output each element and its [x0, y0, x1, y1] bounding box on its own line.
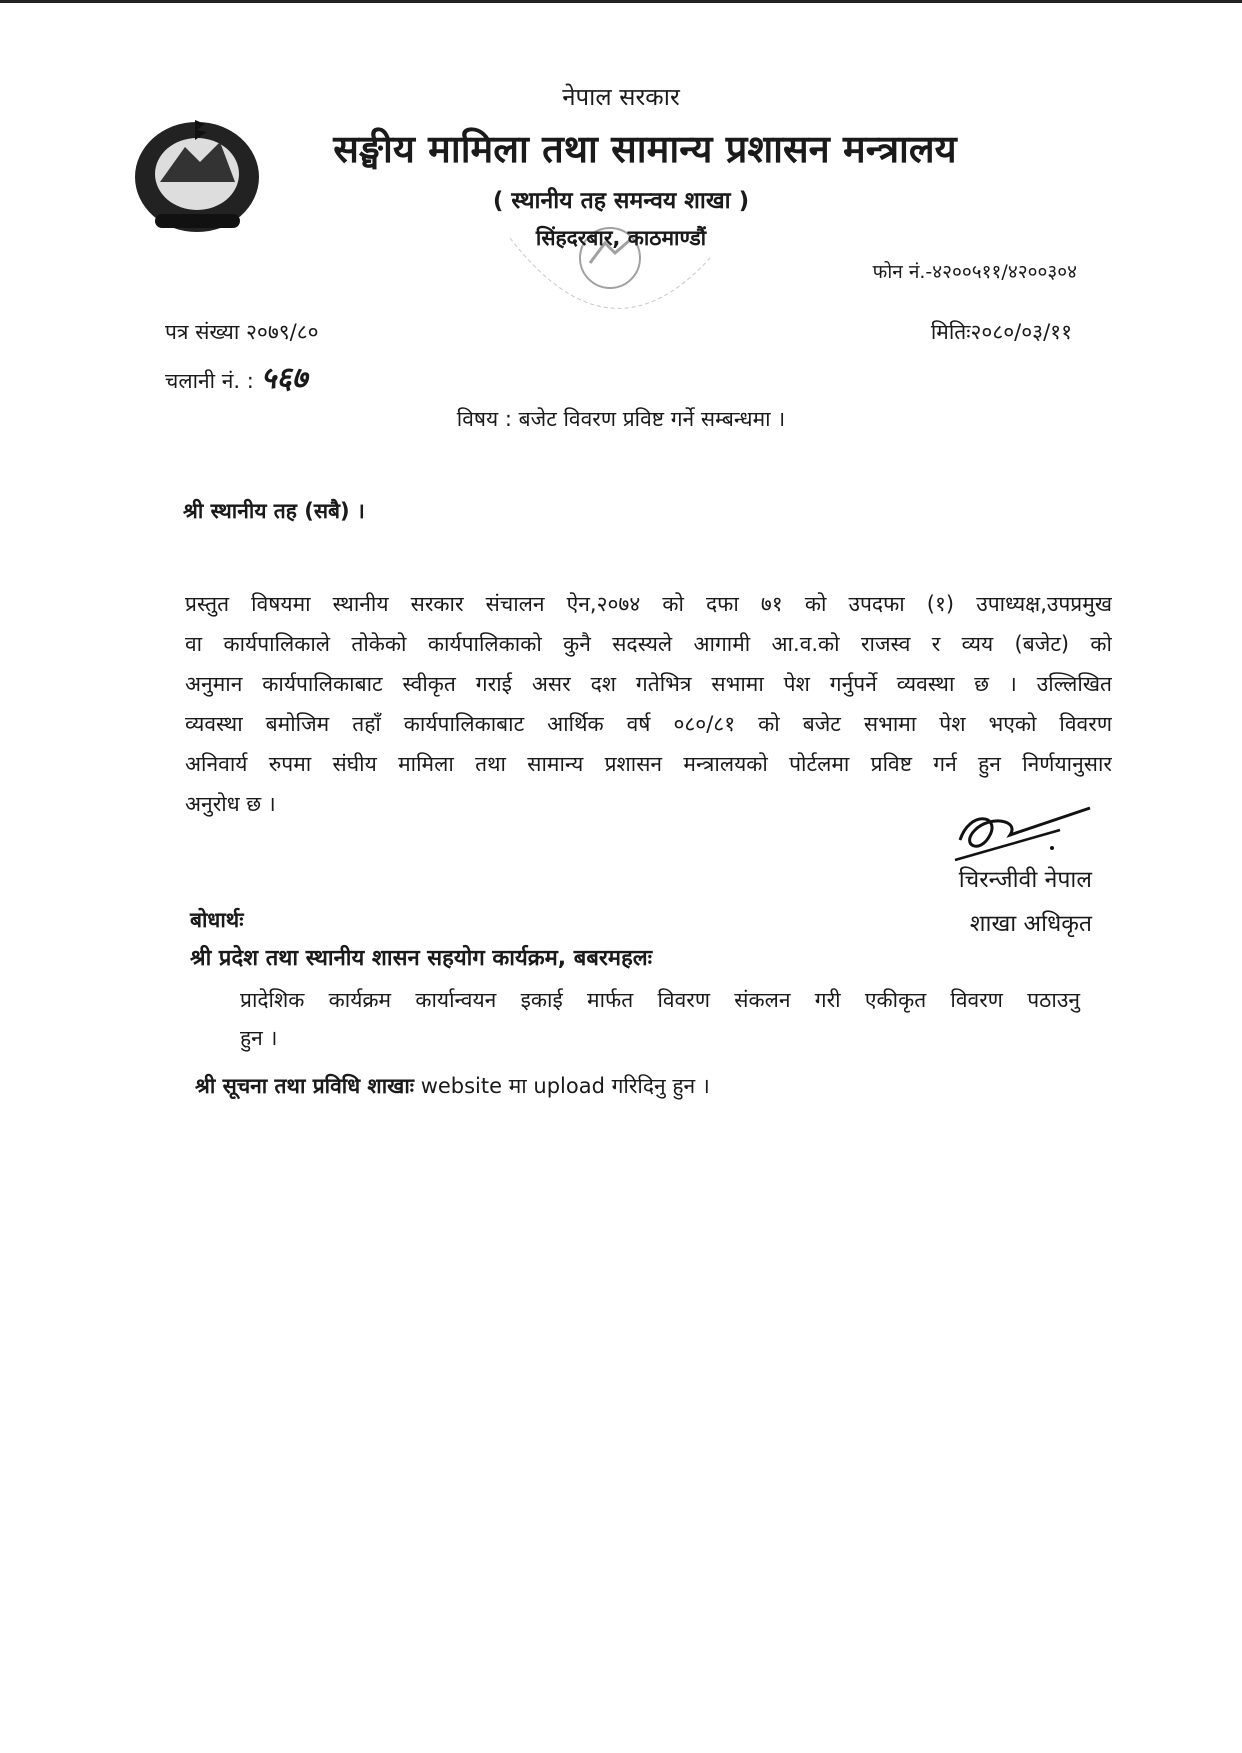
body-line: अनिवार्य रुपमा संघीय मामिला तथा सामान्य प्रशासन मन्त्रालयको पोर्टलमा प्रविष्ट गर्न हुन निर्णयानुसार	[185, 752, 1112, 776]
body-line: अनुरोध छ ।	[185, 792, 276, 816]
branch-name: ( स्थानीय तह समन्वय शाखा )	[492, 188, 750, 214]
signatory-name: चिरन्जीवी नेपाल	[958, 867, 1092, 893]
cc-instruction-2: website मा upload गरिदिनु हुन ।	[420, 1074, 710, 1098]
scan-edge	[0, 0, 1242, 3]
cc-recipient-2	[195, 1072, 710, 1100]
subject-line: विषय : बजेट विवरण प्रविष्ट गर्ने सम्बन्धमा ।	[456, 407, 786, 431]
body-line: अनुमान कार्यपालिकाबाट स्वीकृत गराई असर दश गतेभित्र सभामा पेश गर्नुपर्ने व्यवस्था छ । उल्लिखित	[185, 672, 1112, 696]
cc-instruction-1: प्रादेशिक कार्यक्रम कार्यान्वयन इकाई मार्फत विवरण संकलन गरी एकीकृत विवरण पठाउनु	[240, 988, 1080, 1012]
letter-number-value: २०७९/८०	[245, 320, 319, 344]
letter-date: मितिः२०८०/०३/११	[930, 320, 1072, 344]
letter-body	[185, 584, 1112, 824]
letter-number	[165, 318, 319, 346]
cc-instruction-1-cont: हुन ।	[240, 1026, 278, 1050]
ministry-title: सङ्घीय मामिला तथा सामान्य प्रशासन मन्त्रालय	[333, 127, 957, 171]
government-name: नेपाल सरकार	[562, 83, 680, 111]
phone-number: फोन नं.-४२००५११/४२००३०४	[872, 261, 1077, 283]
cc-recipient-2-name: श्री सूचना तथा प्रविधि शाखाः	[195, 1074, 414, 1098]
office-address: सिंहदरबार, काठमाण्डौं	[535, 226, 707, 250]
signatory-title: शाखा अधिकृत	[969, 911, 1092, 937]
body-line: वा कार्यपालिकाले तोकेको कार्यपालिकाको कुनै सदस्यले आगामी आ.व.को राजस्व र व्यय (बजेट) को	[185, 632, 1112, 656]
body-line: व्यवस्था बमोजिम तहाँ कार्यपालिकाबाट आर्थिक वर्ष ०८०/८१ को बजेट सभामा पेश भएको विवरण	[185, 712, 1112, 736]
dispatch-number	[165, 356, 307, 397]
cc-label: बोधार्थः	[190, 908, 244, 932]
body-line: प्रस्तुत विषयमा स्थानीय सरकार संचालन ऐन,२०७४ को दफा ७१ को उपदफा (१) उपाध्यक्ष,उपप्रमुख	[185, 592, 1112, 616]
letter-number-label: पत्र संख्या	[165, 320, 240, 344]
salutation: श्री स्थानीय तह (सबै) ।	[183, 499, 365, 523]
nepal-emblem-icon	[125, 112, 270, 242]
handwritten-signature	[940, 800, 1100, 870]
dispatch-number-value: ५६७	[260, 361, 308, 396]
cc-recipient-1: श्री प्रदेश तथा स्थानीय शासन सहयोग कार्यक्रम, बबरमहलः	[190, 946, 653, 971]
dispatch-number-label: चलानी नं. :	[165, 369, 254, 393]
